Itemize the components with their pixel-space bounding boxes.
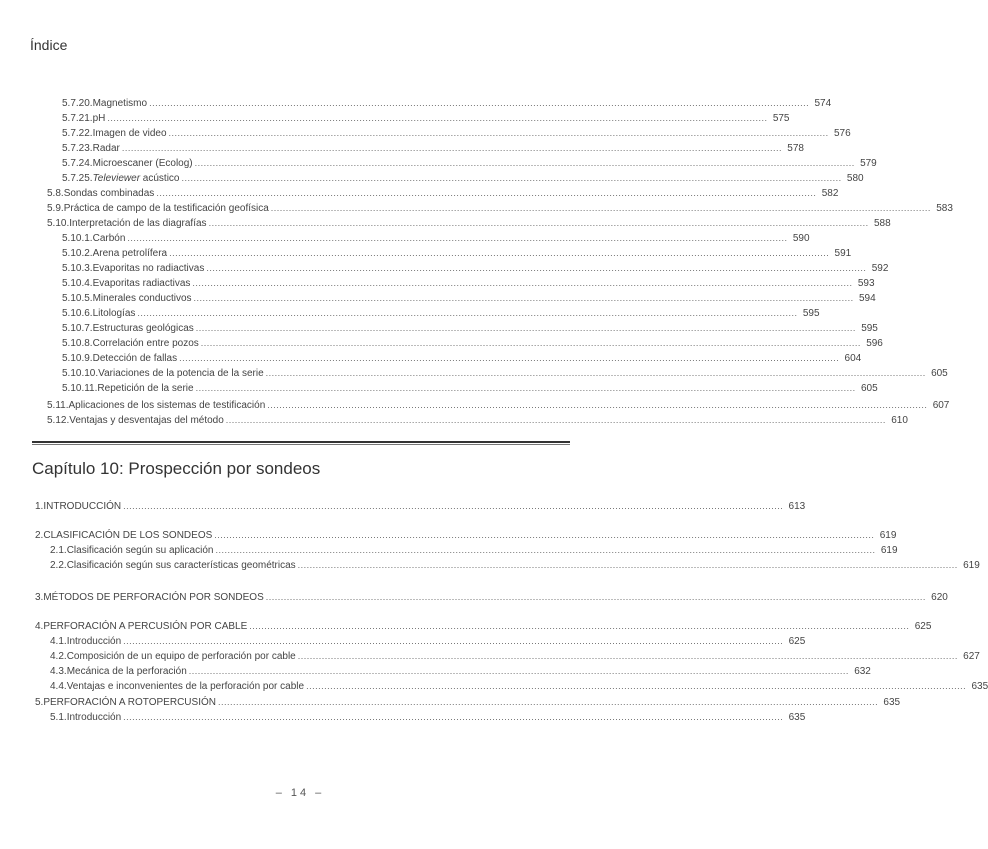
toc-entry (62, 127, 851, 141)
toc-entry-page: 625 (914, 621, 932, 632)
toc-entry (50, 544, 898, 558)
toc-entry-title: Mecánica de la perforación (66, 666, 187, 677)
toc-entry (62, 247, 852, 261)
toc-entry (47, 202, 953, 216)
toc-entry-page: 632 (854, 666, 871, 677)
toc-entry (62, 172, 864, 186)
toc-leader-dots: ............................................................................................................................................................................................................................ (270, 203, 931, 213)
toc-entry-page: 625 (788, 636, 806, 647)
toc-leader-dots: ............................................................................................................................................................................................................................ (267, 400, 928, 410)
toc-entry-title: Evaporitas radiactivas (92, 278, 191, 289)
toc-entry-page: 576 (833, 128, 851, 139)
toc-entry (62, 322, 878, 336)
toc-entry-number: 5.7.22. (62, 128, 93, 139)
toc-leader-dots: ............................................................................................................................................................................................................................ (195, 383, 856, 393)
toc-entry-title: Sondas combinadas (63, 188, 155, 199)
toc-entry-number: 1. (35, 501, 44, 512)
toc-leader-dots: ............................................................................................................................................................................................................................ (149, 98, 810, 108)
toc-entry-page: 594 (858, 293, 876, 304)
toc-entry (35, 620, 932, 634)
toc-entry-number: 5.10.3. (62, 263, 93, 274)
toc-entry-number: 5.7.24. (62, 158, 93, 169)
toc-entry-title: Evaporitas no radiactivas (92, 263, 205, 274)
toc-leader-dots: ............................................................................................................................................................................................................................ (192, 278, 853, 288)
chapter-title: Capítulo 10: Prospección por sondeos (32, 459, 321, 478)
toc-entry (62, 337, 883, 351)
toc-leader-dots: ............................................................................................................................................................................................................................ (215, 545, 876, 555)
toc-entry (47, 217, 891, 231)
toc-entry (47, 414, 908, 428)
toc-entry-number: 5.9. (47, 203, 64, 214)
toc-leader-dots: ............................................................................................................................................................................................................................ (168, 128, 829, 138)
toc-leader-dots: ............................................................................................................................................................................................................................ (206, 263, 867, 273)
toc-entry-title: Introducción (66, 712, 122, 723)
toc-entry-title: PERFORACIÓN A ROTOPERCUSIÓN (43, 697, 216, 708)
toc-leader-dots: ............................................................................................................................................................................................................................ (208, 218, 869, 228)
toc-entry-page: 590 (792, 233, 810, 244)
toc-entry-title: Composición de un equipo de perforación por cable (66, 651, 296, 662)
toc-leader-dots: ............................................................................................................................................................................................................................ (297, 651, 958, 661)
toc-entry (62, 157, 877, 171)
toc-entry-page: 580 (846, 173, 864, 184)
toc-leader-dots: ............................................................................................................................................................................................................................ (156, 188, 817, 198)
toc-entry-title: PERFORACIÓN A PERCUSIÓN POR CABLE (43, 621, 248, 632)
toc-entry (62, 292, 876, 306)
toc-entry (50, 650, 980, 664)
toc-entry-page: 604 (844, 353, 862, 364)
toc-entry-number: 5.10.4. (62, 278, 93, 289)
toc-leader-dots: ............................................................................................................................................................................................................................ (127, 233, 788, 243)
page-header: Índice (30, 37, 68, 53)
toc-entry-title: Carbón (92, 233, 126, 244)
toc-entry-number: 5.7.25. (62, 173, 93, 184)
toc-entry-number: 5.10.5. (62, 293, 93, 304)
toc-entry-number: 5.12. (47, 415, 70, 426)
toc-entry-page: 592 (871, 263, 889, 274)
toc-leader-dots: ............................................................................................................................................................................................................................ (121, 143, 782, 153)
toc-entry-page: 635 (788, 712, 806, 723)
toc-entry-page: 635 (971, 681, 988, 692)
toc-entry-number: 3. (35, 592, 44, 603)
toc-entry (62, 382, 878, 396)
toc-entry-title-rest: acústico (140, 173, 180, 184)
toc-entry (62, 307, 820, 321)
toc-leader-dots: ............................................................................................................................................................................................................................ (214, 530, 875, 540)
toc-entry-number: 5.7.23. (62, 143, 93, 154)
toc-entry-page: 619 (880, 545, 898, 556)
toc-leader-dots: ............................................................................................................................................................................................................................ (265, 592, 926, 602)
toc-entry-page: 619 (879, 530, 897, 541)
toc-entry-number: 5.10. (47, 218, 70, 229)
toc-entry (47, 187, 839, 201)
toc-entry-title: Arena petrolífera (92, 248, 168, 259)
toc-entry-title: Imagen de video (92, 128, 167, 139)
toc-entry-page: 605 (861, 383, 878, 394)
toc-entry (50, 711, 806, 725)
toc-entry-title: Introducción (66, 636, 122, 647)
toc-entry-number: 5. (35, 697, 44, 708)
toc-entry-number: 4.3. (50, 666, 67, 677)
toc-entry (62, 112, 790, 126)
toc-entry-page: 578 (787, 143, 804, 154)
toc-entry (50, 559, 980, 573)
toc-entry (62, 277, 875, 291)
toc-entry-number: 5.10.7. (62, 323, 93, 334)
toc-entry-page: 593 (857, 278, 875, 289)
toc-entry-page: 620 (931, 592, 948, 603)
toc-entry-title: CLASIFICACIÓN DE LOS SONDEOS (43, 530, 213, 541)
toc-entry-number: 5.10.6. (62, 308, 93, 319)
toc-leader-dots: ............................................................................................................................................................................................................................ (188, 666, 849, 676)
toc-entry-title: Magnetismo (92, 98, 148, 109)
toc-entry-title: Ventajas e inconvenientes de la perforación por cable (66, 681, 305, 692)
toc-leader-dots: ............................................................................................................................................................................................................................ (225, 415, 886, 425)
toc-leader-dots: ............................................................................................................................................................................................................................ (181, 173, 842, 183)
chapter-divider-thick (32, 441, 570, 443)
toc-entry (35, 696, 901, 710)
toc-entry-page: 575 (772, 113, 790, 124)
toc-entry-page: 635 (883, 697, 901, 708)
toc-entry (35, 529, 897, 543)
toc-leader-dots: ............................................................................................................................................................................................................................ (137, 308, 798, 318)
toc-entry-title: Ventajas y desventajas del método (69, 415, 224, 426)
toc-entry-number: 5.10.9. (62, 353, 93, 364)
chapter-divider-thin (32, 444, 570, 445)
toc-entry-number: 2.1. (50, 545, 67, 556)
toc-leader-dots: ............................................................................................................................................................................................................................ (179, 353, 840, 363)
toc-entry-page: 610 (891, 415, 908, 426)
toc-entry-title (93, 173, 180, 185)
toc-leader-dots: ............................................................................................................................................................................................................................ (297, 560, 958, 570)
toc-entry-title: Clasificación según sus características geométricas (66, 560, 296, 571)
toc-leader-dots: ............................................................................................................................................................................................................................ (265, 368, 926, 378)
toc-entry (62, 352, 862, 366)
toc-entry-number: 5.10.11. (62, 383, 98, 394)
toc-entry-page: 574 (814, 98, 832, 109)
toc-entry-number: 5.8. (47, 188, 64, 199)
toc-leader-dots: ............................................................................................................................................................................................................................ (195, 323, 856, 333)
toc-entry-number: 4.1. (50, 636, 67, 647)
toc-entry-title-italic: Televiewer (92, 173, 141, 184)
toc-entry-title: Clasificación según su aplicación (66, 545, 214, 556)
toc-entry-title: pH (92, 113, 106, 124)
toc-entry-number: 5.10.1. (62, 233, 93, 244)
toc-entry-number: 4. (35, 621, 44, 632)
toc-entry-number: 5.1. (50, 712, 67, 723)
toc-entry-number: 5.10.10. (62, 368, 99, 379)
toc-entry-title: Estructuras geológicas (92, 323, 194, 334)
toc-entry-number: 2. (35, 530, 44, 541)
toc-entry (47, 399, 950, 413)
toc-entry (62, 142, 804, 156)
toc-entry-page: 588 (873, 218, 891, 229)
toc-entry-title: Interpretación de las diagrafías (69, 218, 207, 229)
toc-leader-dots: ............................................................................................................................................................................................................................ (306, 681, 967, 691)
toc-entry-page: 595 (802, 308, 820, 319)
toc-entry (35, 500, 806, 514)
toc-entry-number: 2.2. (50, 560, 67, 571)
toc-entry-number: 5.7.20. (62, 98, 93, 109)
toc-entry-title: INTRODUCCIÓN (43, 501, 122, 512)
toc-entry (62, 367, 948, 381)
toc-leader-dots: ............................................................................................................................................................................................................................ (107, 113, 768, 123)
toc-entry (62, 97, 832, 111)
toc-entry-title: Práctica de campo de la testificación geofísica (63, 203, 269, 214)
toc-entry-number: 5.10.8. (62, 338, 93, 349)
toc-leader-dots: ............................................................................................................................................................................................................................ (123, 636, 784, 646)
toc-leader-dots: ............................................................................................................................................................................................................................ (217, 697, 879, 707)
toc-entry-title: Minerales conductivos (92, 293, 192, 304)
toc-entry-page: 579 (860, 158, 877, 169)
page-footer-number: – 14 – (275, 787, 325, 799)
toc-entry (50, 635, 806, 649)
toc-entry-page: 627 (963, 651, 980, 662)
toc-entry-number: 5.11. (47, 400, 69, 411)
toc-entry-page: 591 (834, 248, 852, 259)
toc-entry-page: 605 (931, 368, 948, 379)
toc-entry-title: Aplicaciones de los sistemas de testificación (68, 400, 266, 411)
toc-entry-title: Radar (92, 143, 120, 154)
toc-entry-page: 619 (963, 560, 980, 571)
toc-entry-page: 583 (936, 203, 953, 214)
toc-leader-dots: ............................................................................................................................................................................................................................ (123, 501, 784, 511)
toc-entry-number: 4.4. (50, 681, 67, 692)
toc-entry-page: 596 (866, 338, 883, 349)
toc-entry-title: Variaciones de la potencia de la serie (98, 368, 264, 379)
toc-entry (62, 232, 810, 246)
toc-entry (62, 262, 889, 276)
toc-entry-page: 613 (788, 501, 806, 512)
toc-leader-dots: ............................................................................................................................................................................................................................ (200, 338, 861, 348)
toc-entry (50, 665, 871, 679)
toc-entry-number: 5.7.21. (62, 113, 93, 124)
toc-entry-page: 595 (861, 323, 878, 334)
toc-entry-number: 5.10.2. (62, 248, 93, 259)
toc-leader-dots: ............................................................................................................................................................................................................................ (249, 621, 910, 631)
toc-entry-title: MÉTODOS DE PERFORACIÓN POR SONDEOS (43, 592, 264, 603)
toc-entry (35, 591, 948, 605)
toc-entry-title: Detección de fallas (92, 353, 178, 364)
toc-leader-dots: ............................................................................................................................................................................................................................ (169, 248, 830, 258)
toc-entry-title: Correlación entre pozos (92, 338, 199, 349)
toc-entry-number: 4.2. (50, 651, 67, 662)
toc-entry-page: 607 (932, 400, 950, 411)
toc-entry-title: Litologías (92, 308, 136, 319)
toc-leader-dots: ............................................................................................................................................................................................................................ (123, 712, 784, 722)
toc-entry-page: 582 (821, 188, 839, 199)
toc-entry-title: Repetición de la serie (97, 383, 194, 394)
toc-entry-title: Microescaner (Ecolog) (92, 158, 193, 169)
toc-leader-dots: ............................................................................................................................................................................................................................ (193, 293, 854, 303)
toc-entry (50, 680, 988, 694)
toc-leader-dots: ............................................................................................................................................................................................................................ (194, 158, 855, 168)
